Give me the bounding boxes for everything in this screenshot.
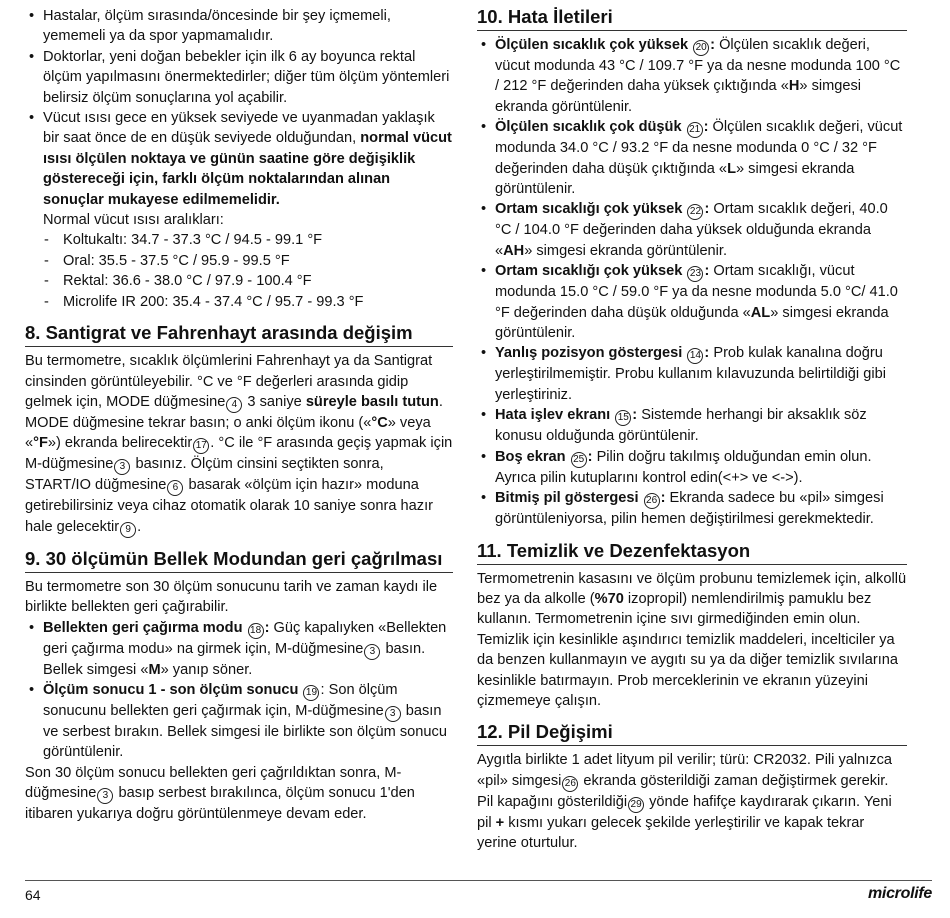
error-item: • Boş ekran 25 : Pilin doğru takılmış olduğundan emin olun. Ayrıca pilin kutuplarını kontrol edin(<+> ve <->).	[477, 447, 907, 488]
ref-number: 19	[303, 685, 319, 701]
normal-ranges-label: Normal vücut ısısı aralıkları:	[43, 212, 224, 229]
ref-number: 20	[693, 40, 709, 56]
list-item: • Bellekten geri çağırma modu 18 : Güç kapalıyken «Bellekten geri çağırma modu» na girmek için, M-düğmesine 3 basın. Bellek simgesi «M» yanıp söner.	[25, 618, 453, 680]
ref-number: 21	[687, 122, 703, 138]
bullet-bold-text: normal vücut ısısı ölçülen noktaya ve günün saatine göre değişiklik göstereceği için, farklı ölçüm noktalarından alınan sonuçlar mukayese edilmemelidir.	[43, 130, 452, 208]
ref-number: 15	[615, 410, 631, 426]
list-item: • Ölçüm sonucu 1 - son ölçüm sonucu 19 : Son ölçüm sonucunu bellekten geri çağırmak için, M-düğmesine 3 basın ve serbest bırakın. Bellek simgesi ile birlikte son ölçüm sonucu görüntülenir.	[25, 680, 453, 763]
bullet-text: Doktorlar, yeni doğan bebekler için ilk 6 ay boyunca rektal ölçüm yapılmasını önermektedirler; diğer tüm ölçüm yöntemleri belirsiz ölçüm sonuçlarına yol açabilir.	[43, 48, 450, 106]
ref-number: 6	[167, 480, 183, 496]
bullet-text: Hastalar, ölçüm sırasında/öncesinde bir şey içmemeli, yememeli ya da spor yapmamalıdır.	[43, 8, 391, 45]
list-item	[25, 6, 453, 47]
intro-bullets	[25, 6, 453, 230]
ref-number: 18	[248, 623, 264, 639]
page-footer	[25, 880, 932, 903]
range-item: - Koltukaltı: 34.7 - 37.3 °C / 94.5 - 99.1 °F	[43, 230, 453, 250]
error-item: • Ortam sıcaklığı çok yüksek 23 : Ortam sıcaklığı, vücut modunda 15.0 °C / 59.0 °F ya da nesne modunda 5.0 °C/ 41.0 °F değerinden daha düşük olduğunda «AL» simgesi ekranda görüntülenir.	[477, 261, 907, 343]
list-item	[25, 47, 453, 108]
ref-number: 25	[571, 452, 587, 468]
ref-number: 14	[687, 348, 703, 364]
ref-number: 26	[562, 776, 578, 792]
error-item: • Ölçülen sıcaklık çok düşük 21 : Ölçülen sıcaklık değeri, vücut modunda 34.0 °C / 93.2 °F da nesne modunda 0 °C / 32 °F değerinden daha düşük çıktığında «L» simgesi ekranda görüntülenir.	[477, 117, 907, 199]
section-9-outro: Son 30 ölçüm sonucu bellekten geri çağrıldıktan sonra, M-düğmesine 3 basıp serbest bırakılınca, ölçüm sonucu 1'den itibaren yukarıya doğru görüntülenmeye devam eder.	[25, 764, 415, 823]
ref-number: 22	[687, 204, 703, 220]
range-item: - Oral: 35.5 - 37.5 °C / 95.9 - 99.5 °F	[43, 251, 453, 271]
ref-number: 9	[120, 522, 136, 538]
section-9-intro: Bu termometre son 30 ölçüm sonucunu tarih ve zaman kaydı ile birlikte bellekten geri çağırabilir.	[25, 578, 438, 616]
ref-number: 3	[385, 706, 401, 722]
brand-logo: microlife	[868, 885, 932, 902]
section-12-text: Aygıtla birlikte 1 adet lityum pil verilir; türü: CR2032. Pili yalnızca «pil» simgesi 26 ekranda gösterildiği zaman değiştirmek gerekir. Pil kapağını gösterildiği 29 yönde hafifçe kaydırarak çıkarın. Yeni pil + kısmı yukarı gelecek şekilde yerleştirilir ve kapak tekrar yerine oturtulur.	[477, 752, 893, 852]
section-11-heading: 11. Temizlik ve Dezenfektasyon	[477, 540, 907, 565]
right-column	[477, 6, 907, 854]
section-9-heading: 9. 30 ölçümün Bellek Modundan geri çağrılması	[25, 548, 453, 573]
ref-number: 29	[628, 797, 644, 813]
ref-number: 3	[97, 788, 113, 804]
ranges-list	[25, 230, 453, 312]
range-item: - Rektal: 36.6 - 38.0 °C / 97.9 - 100.4 °F	[43, 271, 453, 291]
ref-number: 17	[193, 438, 209, 454]
ref-number: 3	[114, 459, 130, 475]
section-9-bullets	[25, 618, 453, 763]
section-12-heading: 12. Pil Değişimi	[477, 721, 907, 746]
error-item: • Yanlış pozisyon göstergesi 14 : Prob kulak kanalına doğru yerleştirilmemiştir. Probu kullanım kılavuzunda belirtildiği gibi yerleştiriniz.	[477, 343, 907, 405]
bullet-text: Vücut ısısı gece en yüksek seviyede ve uyanmadan yaklaşık bir saat önce de en düşük seviyede olduğundan,	[43, 110, 435, 147]
ref-number: 26	[644, 493, 660, 509]
section-8-text: Bu termometre, sıcaklık ölçümlerini Fahrenhayt ya da Santigrat cinsinden görüntüleyebilir. °C ve °F değerleri arasında gidip gelmek için, MODE düğmesine 4 3 saniye süreyle basılı tutun. MODE düğmesine tekrar basın; o anki ölçüm ikonu («°C» veya «°F») ekranda belirecektir 17 . °C ile °F arasında geçiş yapmak için M-düğmesine 3 basınız. Ölçüm cinsini seçtikten sonra, START/IO düğmesine 6 basarak «ölçüm için hazır» moduna getirebilirsiniz veya cihaz otomatik olarak 10 saniye sonra hazır hale gelecektir 9 .	[25, 351, 453, 538]
error-item: • Bitmiş pil göstergesi 26 : Ekranda sadece bu «pil» simgesi görüntüleniyorsa, pilin hemen değiştirilmesi gerekmektedir.	[477, 488, 907, 529]
left-column	[25, 6, 453, 825]
section-8-heading: 8. Santigrat ve Fahrenhayt arasında değişim	[25, 322, 453, 347]
page-number: 64	[25, 887, 41, 903]
ref-number: 4	[226, 397, 242, 413]
error-item: • Ölçülen sıcaklık çok yüksek 20 : Ölçülen sıcaklık değeri, vücut modunda 43 °C / 109.7 °F ya da nesne modunda 100 °C / 212 °F değerinden daha yüksek çıktığında «H» simgesi ekranda görüntülenir.	[477, 35, 907, 117]
error-item: • Hata işlev ekranı 15 : Sistemde herhangi bir aksaklık söz konusu olduğunda görüntülenir.	[477, 405, 907, 446]
ref-number: 3	[364, 644, 380, 660]
ref-number: 23	[687, 266, 703, 282]
section-10-heading: 10. Hata İletileri	[477, 6, 907, 31]
error-list	[477, 35, 907, 530]
range-item: - Microlife IR 200: 35.4 - 37.4 °C / 95.7 - 99.3 °F	[43, 292, 453, 312]
list-item	[25, 108, 453, 230]
section-11-text: Termometrenin kasasını ve ölçüm probunu temizlemek için, alkollü bez ya da alkolle (%70 izopropil) nemlendirilmiş pamuklu bez kullanın. Termometrenin içine sıvı girmediğinden emin olun. Temizlik için kesinlikle aşındırıcı temizlik maddeleri, incelticiler ya da benzen kullanmayın ve aygıtı su ya da diğer temizlik sıvılarına kesinlikle batırmayın. Prob merceklerinin ve ekranın yüzeyini çizmemeye çalışın.	[477, 570, 907, 709]
error-item: • Ortam sıcaklığı çok yüksek 22 : Ortam sıcaklık değeri, 40.0 °C / 104.0 °F değerinden daha yüksek olduğunda ekranda «AH» simgesi ekranda görüntülenir.	[477, 199, 907, 261]
